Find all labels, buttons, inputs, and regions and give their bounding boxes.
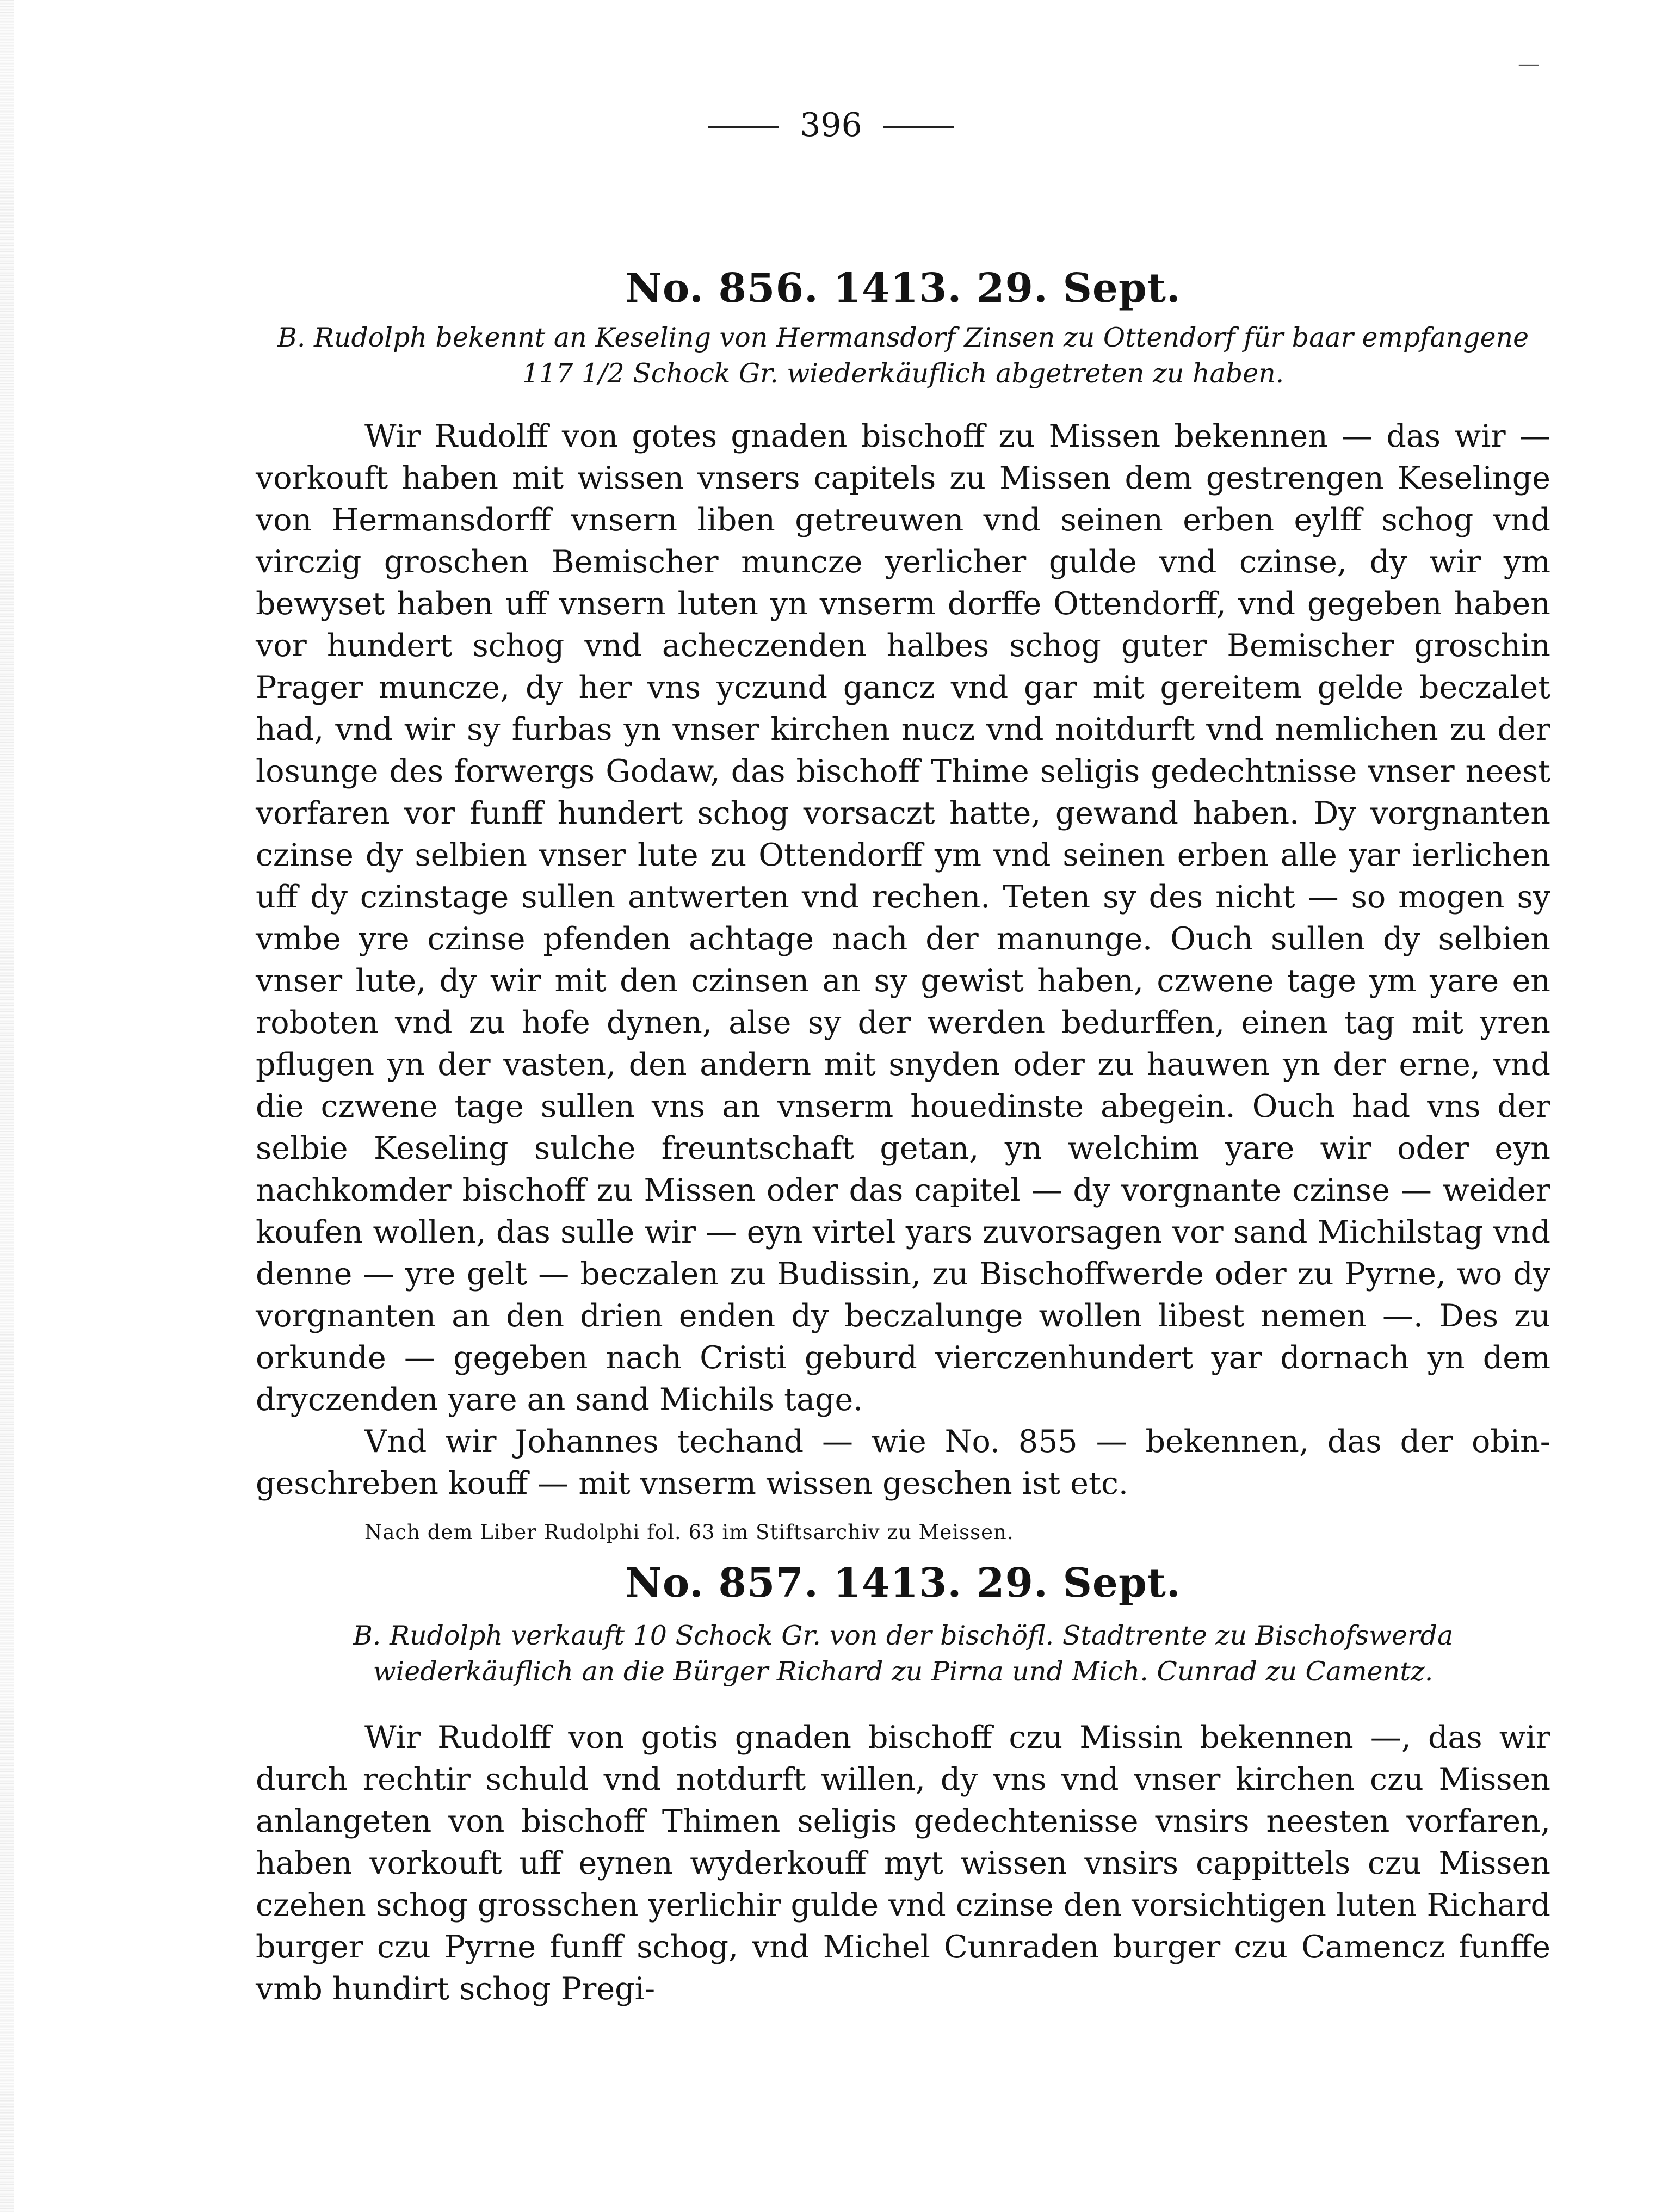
document-heading: No. 857. 1413. 29. Sept. [625, 1560, 1181, 1607]
document-summary: B. Rudolph verkauft 10 Schock Gr. von der bischöfl. Stadtrente zu Bischofswerda wiederkäuflich an die Bürger Richard zu Pirna und Mich. Cunrad zu Camentz. [353, 1620, 1454, 1687]
document-entry-856 [256, 261, 1550, 1546]
page-number: 396 [800, 106, 862, 144]
document-paragraph: Wir Rudolff von gotis gnaden bischoff czu Missin bekennen —, das wir durch rechtir schuld vnd notdurft willen, dy vns vnd vnser kirchen czu Missen anlangeten von bischoff Thimen seligis gedechtenisse vnsirs neesten vorfaren, haben vorkouft uff eynen wyderkouff myt wissen vnsirs cappittels czu Missen czehen schog grosschen yerlichir gulde vnd czinse den vorsichtigen luten Richard burger czu Pyrne funff schog, vnd Michel Cunraden burger czu Camencz funffe vmb hundirt schog Pregi- [256, 1720, 1550, 2007]
document-summary: B. Rudolph bekennt an Keseling von Hermansdorf Zinsen zu Ottendorf für baar empfangene 117 1/2 Schock Gr. wiederkäuflich abgetreten zu haben. [277, 322, 1529, 389]
header-rule-right [883, 126, 954, 128]
document-paragraph: Vnd wir Johannes techand — wie No. 855 — bekennen, das der obingeschreben kouff — mit vnserm wissen geschen ist etc. [256, 1424, 1550, 1502]
corner-mark: — [1518, 52, 1540, 77]
document-heading: No. 856. 1413. 29. Sept. [625, 265, 1181, 312]
page-header [0, 103, 1662, 147]
document-paragraph: Wir Rudolff von gotes gnaden bischoff zu Missen bekennen — das wir — vorkouft haben mit wissen vnsers capitels zu Missen dem gestrengen Keselinge von Hermansdorff vnsern liben getreuwen vnd seinen erben eylff schog vnd virczig groschen Bemischer muncze yerlicher gulde vnd czinse, dy wir ym bewyset haben uff vnsern luten yn vnserm dorffe Ottendorff, vnd gegeben haben vor hundert schog vnd acheczenden halbes schog guter Bemischer groschin Prager muncze, dy her vns yczund gancz vnd gar mit gereitem gelde beczalet had, vnd wir sy furbas yn vnser kirchen nucz vnd noitdurft vnd nemlichen zu der losunge des forwergs Godaw, das bischoff Thime seligis gedechtnisse vnser neest vorfaren vor funff hundert schog vorsaczt hatte, gewand haben. Dy vorgnanten czinse dy selbien vnser lute zu Ottendorff ym vnd seinen erben alle yar ierlichen uff dy czinstage sullen antwerten vnd rechen. Teten sy des nicht — so mogen sy vmbe yre czinse pfenden achtage nach der manunge. Ouch sullen dy selbien vnser lute, dy wir mit den czinsen an sy gewist haben, czwene tage ym yare en roboten vnd zu hofe dynen, alse sy der werden bedurffen, einen tag mit yren pflugen yn der vasten, den andern mit snyden oder zu hauwen yn der erne, vnd die czwene tage sullen vns an vnserm houedinste abegein. Ouch had vns der selbie Keseling sulche freuntschaft getan, yn welchim yare wir oder eyn nachkomder bischoff zu Missen oder das capitel — dy vorgnante czinse — weider koufen wollen, das sulle wir — eyn virtel yars zuvorsagen vor sand Michilstag vnd denne — yre gelt — beczalen zu Budissin, zu Bischoffwerde oder zu Pyrne, wo dy vorgnanten an den drien enden dy beczalunge wollen libest nemen —. Des zu orkunde — gegeben nach Cristi geburd vierczenhundert yar dornach yn dem dryczenden yare an sand Michils tage. [256, 418, 1550, 1418]
scan-edge-artifact [0, 0, 14, 2212]
source-note: Nach dem Liber Rudolphi fol. 63 im Stiftsarchiv zu Meissen. [364, 1521, 1014, 1544]
document-entry-857 [256, 1556, 1550, 2010]
header-rule-left [708, 126, 779, 128]
